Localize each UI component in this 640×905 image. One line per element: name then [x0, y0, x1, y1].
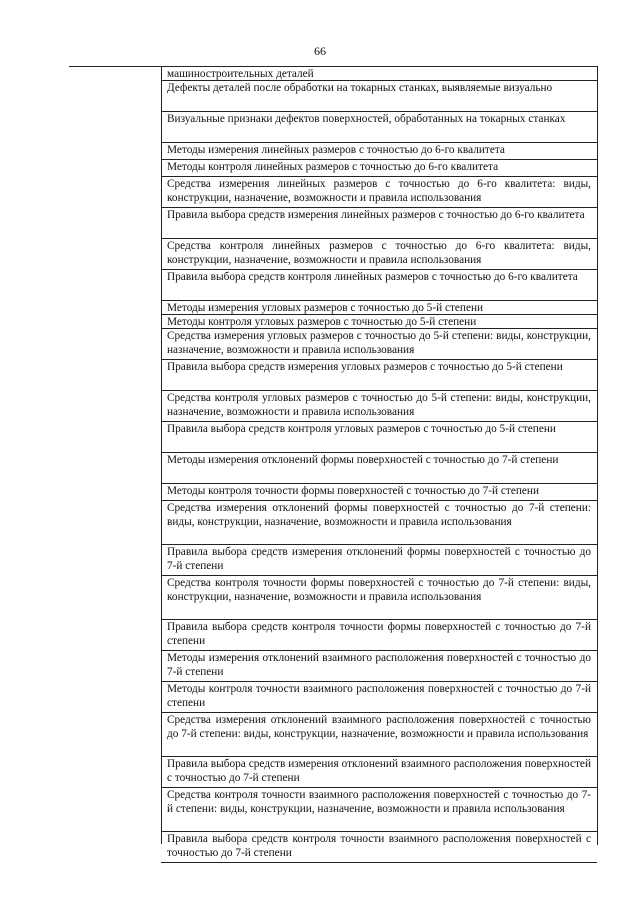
- table-cell-text: машиностроительных деталей: [167, 68, 314, 80]
- table-cell-text: Методы контроля точности взаимного расположения поверхностей с точностью до 7-й степени: [167, 683, 591, 710]
- table-row: [161, 81, 597, 112]
- table-cell-text: Средства измерения отклонений формы поверхностей с точностью до 7-й степени: виды, конструкции, назначение, возможности и правила использования: [167, 502, 591, 529]
- table-cell-text: Средства контроля угловых размеров с точностью до 5-й степени: виды, конструкции, назначение, возможности и правила использования: [167, 392, 591, 419]
- table-cell-text: Правила выбора средств измерения угловых размеров с точностью до 5-й степени: [167, 361, 563, 373]
- table-row: [161, 576, 597, 620]
- table-row: [161, 682, 597, 713]
- table-row: [161, 501, 597, 545]
- table-cell-text: Методы измерения угловых размеров с точностью до 5-й степени: [167, 302, 484, 314]
- table-cell-text: Правила выбора средств контроля угловых размеров с точностью до 5-й степени: [167, 423, 556, 435]
- table-right-column: [161, 66, 598, 860]
- table-left-column: [69, 66, 162, 844]
- page-number: 66: [314, 44, 326, 58]
- table-row: [161, 239, 597, 270]
- table-row: [161, 177, 597, 208]
- table-row: [161, 301, 597, 315]
- table-cell-text: Дефекты деталей после обработки на токарных станках, выявляемые визуально: [167, 82, 553, 94]
- table-row: [161, 329, 597, 360]
- table-row: [161, 160, 597, 177]
- table-row: [161, 315, 597, 329]
- table-row: [161, 545, 597, 576]
- table-row: [161, 484, 597, 501]
- table-row: [161, 270, 597, 301]
- requirements-table: [69, 66, 597, 860]
- table-cell-text: Правила выбора средств измерения отклонений взаимного расположения поверхностей с точностью до 7-й степени: [167, 758, 591, 785]
- table-cell-text: Средства контроля линейных размеров с точностью до 6-го квалитета: виды, конструкции, назначение, возможности и правила использования: [167, 240, 591, 267]
- table-row: [161, 67, 597, 81]
- table-row: [161, 112, 597, 143]
- table-row: [161, 651, 597, 682]
- table-row: [161, 391, 597, 422]
- table-cell-text: Методы контроля угловых размеров с точностью до 5-й степени: [167, 316, 477, 328]
- table-row: [161, 713, 597, 757]
- table-cell-text: Правила выбора средств контроля линейных размеров с точностью до 6-го квалитета: [167, 271, 578, 283]
- table-row: [161, 620, 597, 651]
- table-cell-text: Методы измерения отклонений формы поверхностей с точностью до 7-й степени: [167, 454, 559, 466]
- table-cell-text: Методы измерения отклонений взаимного расположения поверхностей с точностью до 7-й степени: [167, 652, 591, 679]
- table-cell-text: Методы измерения линейных размеров с точностью до 6-го квалитета: [167, 144, 505, 156]
- table-cell-text: Правила выбора средств контроля точности формы поверхностей с точностью до 7-й степени: [167, 621, 591, 648]
- table-row: [161, 422, 597, 453]
- table-row: [161, 757, 597, 788]
- table-cell-text: Средства измерения линейных размеров с точностью до 6-го квалитета: виды, конструкции, назначение, возможности и правила использования: [167, 178, 591, 205]
- table-cell-text: Средства измерения отклонений взаимного расположения поверхностей с точностью до 7-й степени: виды, конструкции, назначение, возможности и правила использования: [167, 714, 591, 741]
- table-row: [161, 832, 597, 863]
- table-row: [161, 360, 597, 391]
- table-row: [161, 788, 597, 832]
- table-row: [161, 453, 597, 484]
- table-cell-text: Визуальные признаки дефектов поверхностей, обработанных на токарных станках: [167, 113, 566, 125]
- table-row: [161, 143, 597, 160]
- table-cell-text: Правила выбора средств измерения отклонений формы поверхностей с точностью до 7-й степени: [167, 546, 591, 573]
- table-cell-text: Методы контроля точности формы поверхностей с точностью до 7-й степени: [167, 485, 540, 497]
- table-cell-text: Средства контроля точности формы поверхностей с точностью до 7-й степени: виды, конструкции, назначение, возможности и правила использования: [167, 577, 591, 604]
- table-cell-text: Методы контроля линейных размеров с точностью до 6-го квалитета: [167, 161, 499, 173]
- table-cell-text: Правила выбора средств контроля точности взаимного расположения поверхностей с точностью до 7-й степени: [167, 833, 591, 860]
- table-row: [161, 208, 597, 239]
- table-cell-text: Правила выбора средств измерения линейных размеров с точностью до 6-го квалитета: [167, 209, 585, 221]
- table-cell-text: Средства контроля точности взаимного расположения поверхностей с точностью до 7-й степени: виды, конструкции, назначение, возможности и правила использования: [167, 789, 591, 816]
- table-cell-text: Средства измерения угловых размеров с точностью до 5-й степени: виды, конструкции, назначение, возможности и правила использования: [167, 330, 591, 357]
